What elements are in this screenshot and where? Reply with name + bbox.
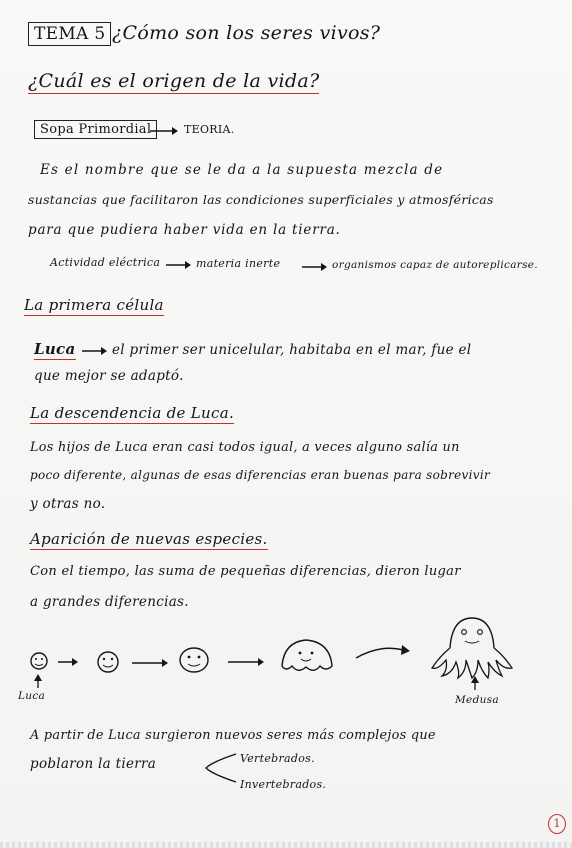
arrow-icon: [132, 659, 168, 667]
jellyfish-icon: [432, 618, 512, 678]
definition-line-1: Es el nombre que se le da a la supuesta mezcla de: [40, 162, 444, 178]
definition-line-3: para que pudiera haber vida en la tierra.: [28, 222, 341, 238]
arrow-icon: [166, 260, 192, 270]
conclusion-line-2: poblaron la tierra: [30, 756, 157, 772]
branch-brace: [202, 748, 242, 788]
arrow-up-icon: [34, 674, 42, 688]
theory-label: TEORIA.: [184, 123, 235, 136]
new-species-heading: Aparición de nuevas especies.: [30, 530, 268, 548]
first-cell-line-2: que mejor se adaptó.: [34, 368, 184, 384]
branch-vertebrates: Vertebrados.: [240, 752, 315, 765]
arrow-icon: [356, 645, 410, 658]
arrow-icon: [302, 262, 328, 272]
conclusion-line-1: A partir de Luca surgieron nuevos seres más complejos que: [30, 728, 436, 743]
new-species-line-1: Con el tiempo, las suma de pequeñas diferencias, dieron lugar: [30, 564, 461, 579]
page-title: ¿Cómo son los seres vivos?: [112, 22, 381, 44]
arrow-icon: [150, 126, 180, 136]
chain-step-2: materia inerte: [196, 257, 281, 270]
multicell-organism-icon: [282, 640, 332, 670]
descendants-line-3: y otras no.: [30, 496, 106, 512]
cell-icon: [98, 652, 118, 672]
luca-label: Luca: [18, 690, 46, 702]
binder-edge: [0, 842, 572, 848]
new-species-line-2: a grandes diferencias.: [30, 594, 189, 610]
arrow-icon: [228, 658, 264, 666]
descendants-heading: La descendencia de Luca.: [30, 404, 235, 422]
page-number: 1: [548, 814, 566, 834]
definition-line-2: sustancias que facilitaron las condiciones superficiales y atmosféricas: [28, 192, 494, 207]
theory-box: Sopa Primordial: [34, 120, 157, 139]
tema-label: TEMA 5: [28, 22, 111, 46]
chain-step-1: Actividad eléctrica: [50, 256, 161, 269]
branch-invertebrates: Invertebrados.: [240, 778, 327, 791]
luca-cell-icon: [31, 653, 47, 669]
medusa-label: Medusa: [455, 694, 499, 706]
arrow-icon: [82, 346, 108, 356]
origin-heading: ¿Cuál es el origen de la vida?: [28, 70, 320, 92]
cell-icon: [180, 648, 208, 672]
descendants-line-2: poco diferente, algunas de esas diferencias eran buenas para sobrevivir: [30, 468, 491, 482]
descendants-line-1: Los hijos de Luca eran casi todos igual, a veces alguno salía un: [30, 440, 460, 455]
arrow-icon: [58, 658, 78, 666]
first-cell-heading: La primera célula: [24, 296, 164, 314]
evolution-diagram: [0, 610, 572, 730]
first-cell-line-1: el primer ser unicelular, habitaba en el mar, fue el: [112, 342, 472, 358]
luca-term: Luca: [34, 340, 76, 358]
chain-step-3: organismos capaz de autoreplicarse.: [332, 259, 538, 271]
